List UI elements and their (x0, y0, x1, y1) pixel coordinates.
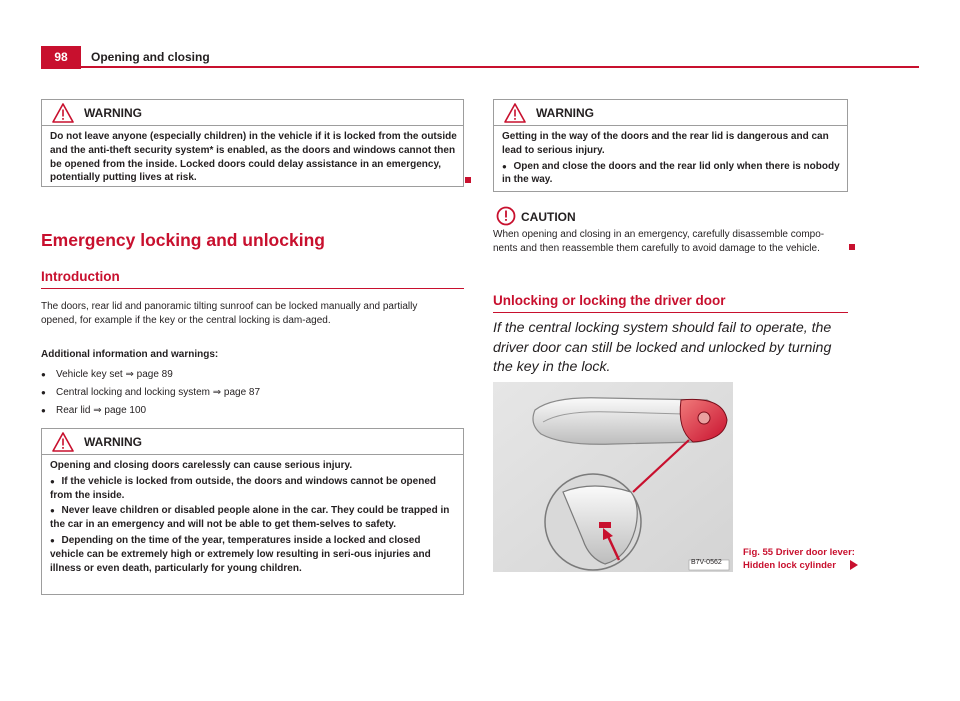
subsection-driver-door-heading: Unlocking or locking the driver door (493, 293, 726, 308)
bullet-icon: ● (41, 388, 46, 397)
warning-box-2-item-text: Depending on the time of the year, temperatures inside a locked and closed vehicle can be extremely high or extremely low resulting in seri-ous injuries and illness or even death, particularly for young children. (50, 534, 431, 574)
warning-box-1-body (42, 126, 463, 193)
additional-info-label: Additional information and warnings: (41, 349, 219, 360)
warning-box-1 (41, 99, 464, 187)
caution-text: When opening and closing in an emergency, carefully disassemble compo-nents and then reassemble them carefully to avoid damage to the vehicle. (493, 229, 825, 254)
warning-box-1-header (42, 100, 463, 126)
additional-info-item (41, 368, 173, 381)
header-title: Opening and closing (91, 50, 210, 64)
continue-arrow-icon (850, 560, 858, 570)
bullet-icon: ● (50, 476, 62, 486)
warning-box-2 (41, 428, 464, 595)
warning-box-1-title: WARNING (84, 105, 142, 120)
warning-box-2-header (42, 429, 463, 455)
warning-triangle-icon (52, 432, 74, 452)
additional-info-item-text[interactable]: Rear lid ⇒ page 100 (56, 405, 147, 416)
warning-box-2-lead: Opening and closing doors carelessly can cause serious injury. (50, 460, 353, 471)
warning-box-2-item (50, 534, 457, 575)
warning-box-3-lead: Getting in the way of the doors and the rear lid is dangerous and can lead to serious injury. (502, 131, 829, 156)
warning-box-2-title: WARNING (84, 434, 142, 449)
driver-door-intro: If the central locking system should fail to operate, the driver door can still be locked and unlocked by turning the key in the lock. (493, 320, 832, 375)
warning-box-2-item (50, 504, 457, 532)
intro-text: The doors, rear lid and panoramic tilting sunroof can be locked manually and partially opened, for example if the key or the central locking is dam-aged. (41, 301, 418, 326)
warning-box-3-item (502, 160, 841, 188)
warning-box-2-item-text: Never leave children or disabled people alone in the car. They could be trapped in the car in an emergency and will not be able to get them-selves to safety. (50, 505, 450, 531)
warning-box-2-item-text: If the vehicle is locked from outside, the doors and windows cannot be opened from the inside. (50, 475, 436, 501)
page-header (0, 0, 960, 70)
additional-info-item-text[interactable]: Vehicle key set ⇒ page 89 (56, 369, 173, 380)
section-heading: Emergency locking and unlocking (41, 230, 325, 250)
bullet-icon: ● (502, 161, 514, 171)
figure-door-handle (493, 382, 733, 572)
figure-code: B7V-0562 (691, 559, 722, 566)
warning-box-2-item (50, 475, 457, 503)
section-end-mark (465, 177, 471, 183)
warning-triangle-icon (52, 103, 74, 123)
page-number: 98 (41, 46, 81, 69)
subsection-intro-rule (41, 288, 464, 289)
warning-box-1-text: Do not leave anyone (especially children) in the vehicle if it is locked from the outside and the anti-theft security system* is enabled, as the doors and windows cannot then be opened from the inside. Locked doors could delay assistance in an emergency, potentially putting lives at risk. (50, 131, 457, 184)
caution-title: CAUTION (521, 210, 576, 224)
subsection-intro-heading: Introduction (41, 269, 120, 284)
figure-caption-line2: Hidden lock cylinder (743, 559, 836, 571)
bullet-icon: ● (41, 370, 46, 379)
additional-info-item (41, 404, 146, 417)
caution-icon (496, 206, 516, 226)
warning-box-3-body (494, 126, 847, 195)
figure-caption-line1: Fig. 55 Driver door lever: (743, 547, 855, 558)
header-rule (81, 66, 919, 68)
figure-caption (743, 547, 855, 572)
warning-box-2-body (42, 455, 463, 583)
section-end-mark (849, 244, 855, 250)
door-handle-illustration (493, 382, 733, 572)
warning-triangle-icon (504, 103, 526, 123)
warning-box-3-title: WARNING (536, 105, 594, 120)
bullet-icon: ● (50, 535, 62, 545)
warning-box-3-item-text: Open and close the doors and the rear lid only when there is nobody in the way. (502, 160, 840, 186)
bullet-icon: ● (50, 506, 62, 516)
additional-info-item-text[interactable]: Central locking and locking system ⇒ page 87 (56, 387, 261, 398)
warning-box-3 (493, 99, 848, 192)
subsection-driver-door-rule (493, 312, 848, 313)
additional-info-item (41, 386, 260, 399)
warning-box-3-header (494, 100, 847, 126)
bullet-icon: ● (41, 406, 46, 415)
